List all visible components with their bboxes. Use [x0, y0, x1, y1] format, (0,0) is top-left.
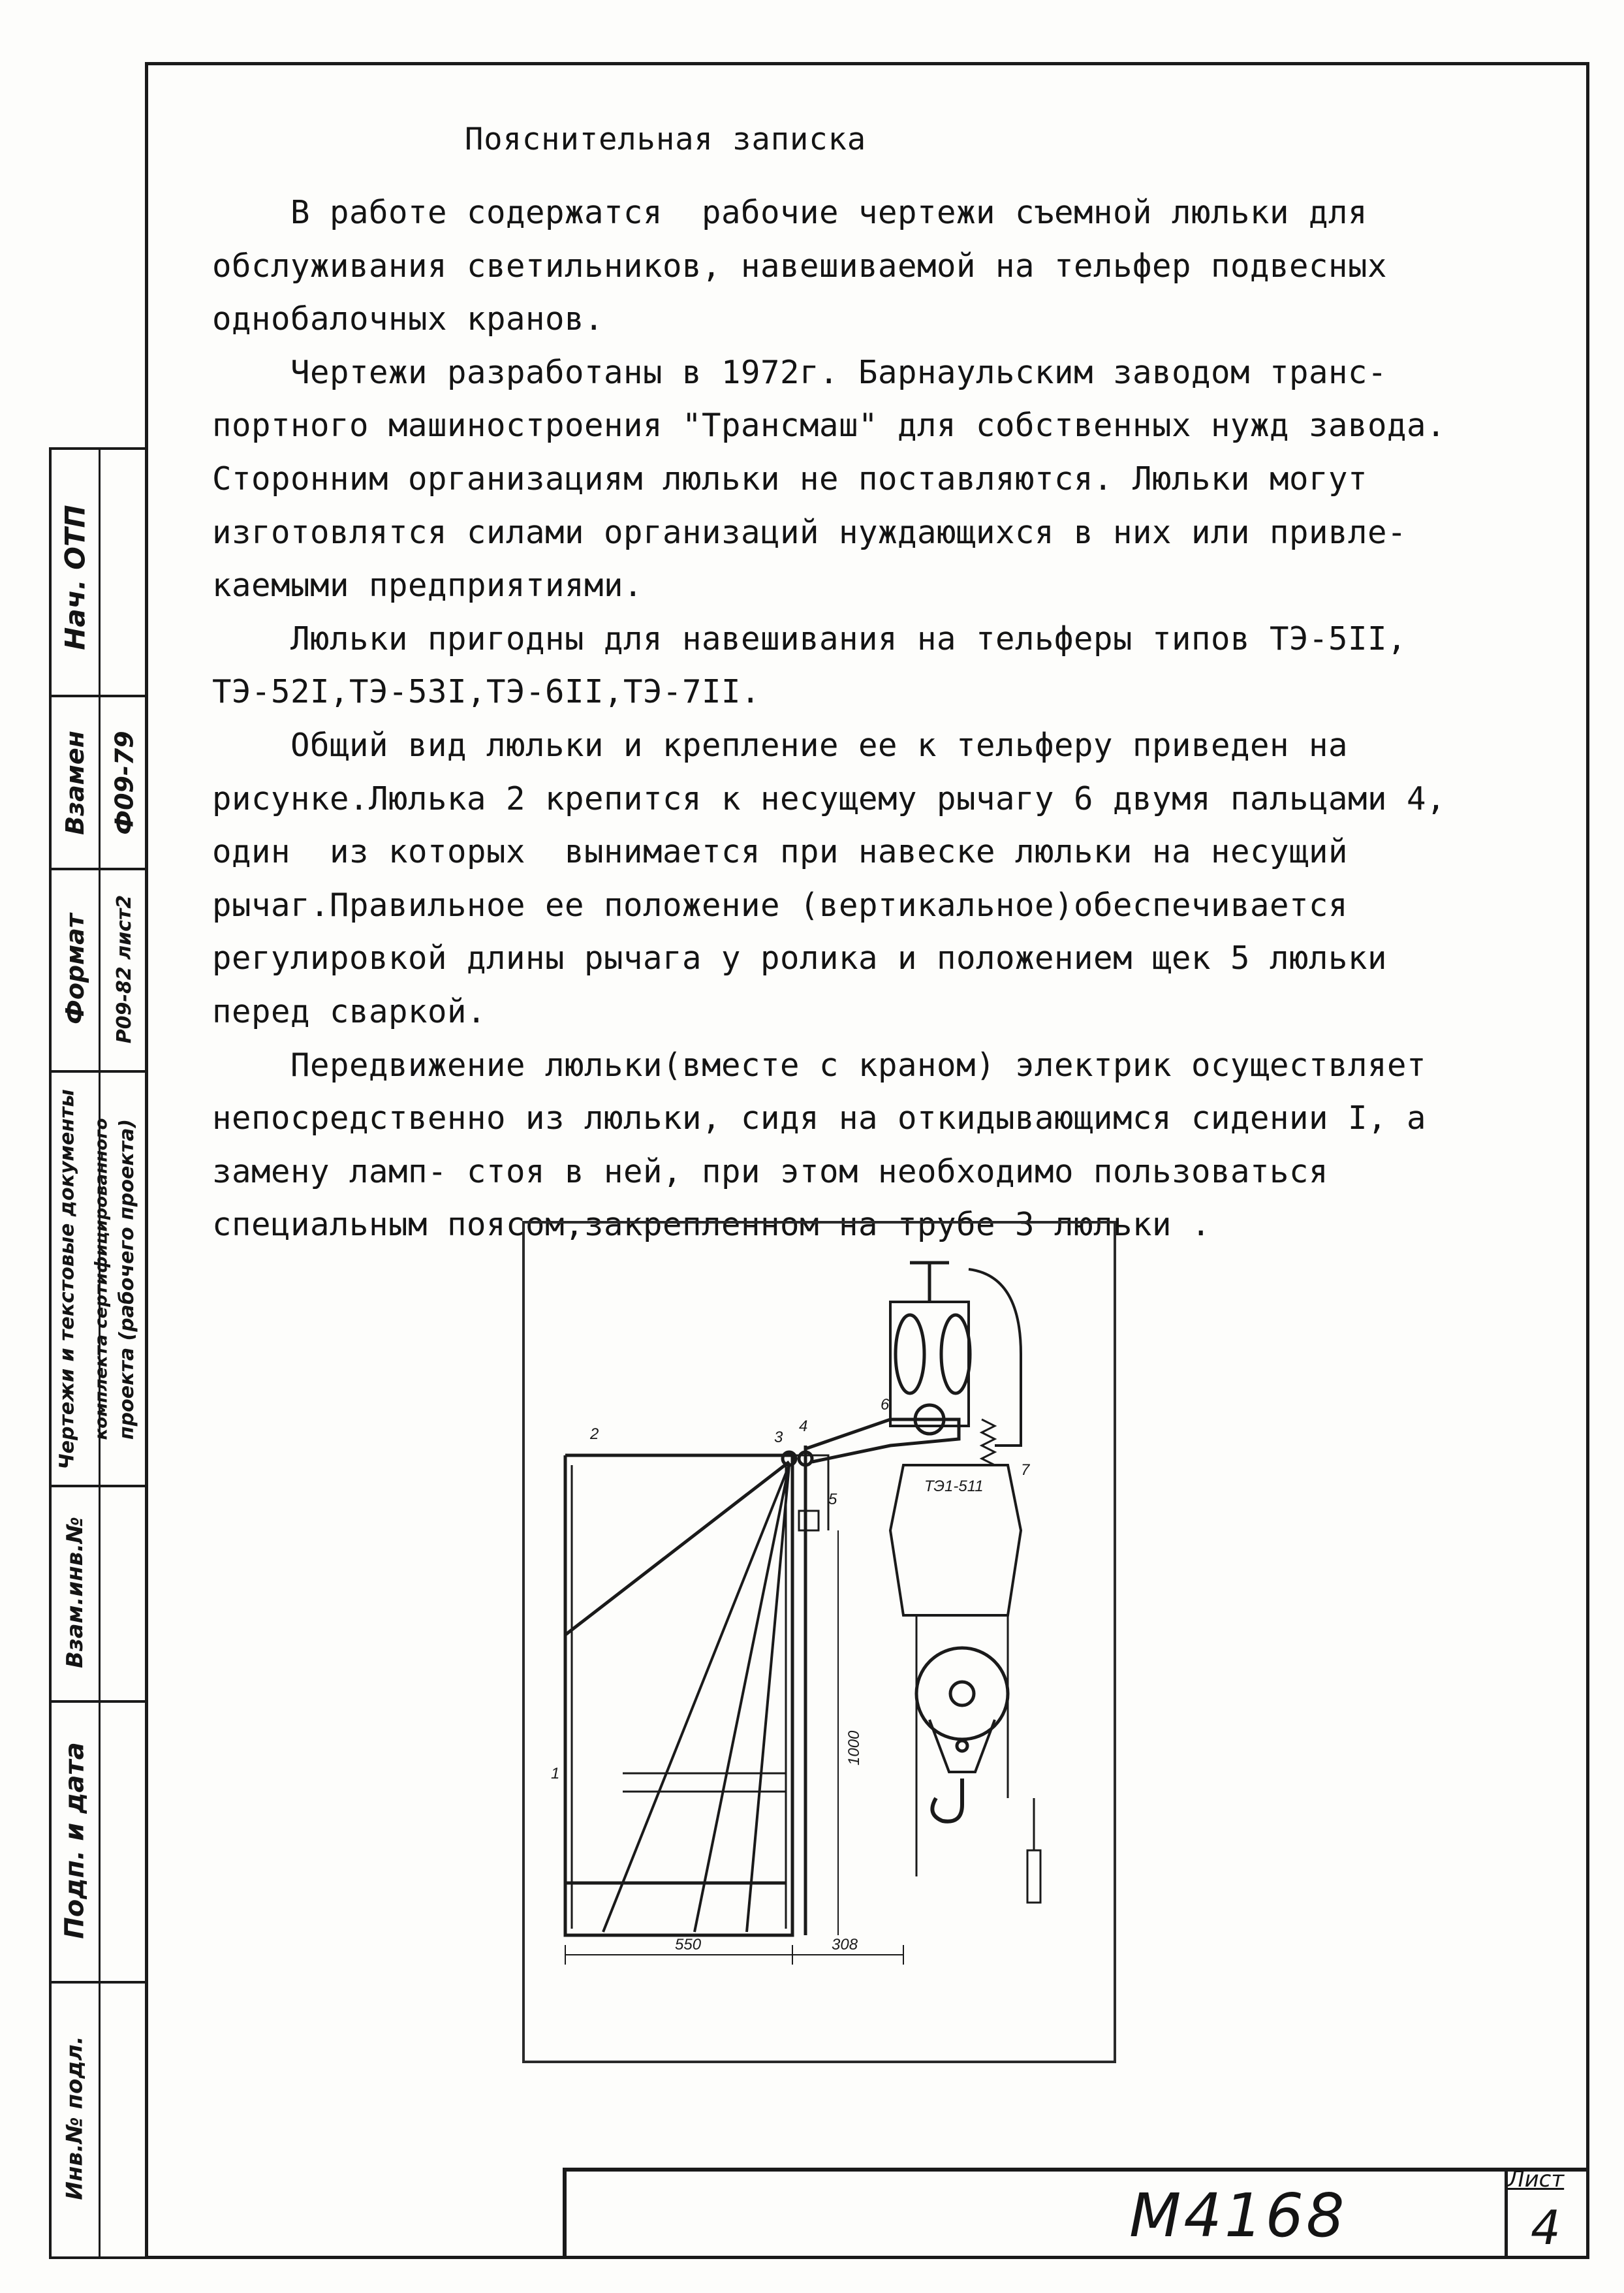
stamp-vzam-inv: Взам.инв.№ — [62, 1517, 89, 1668]
stamp-format-value: Р09-82 лист2 — [113, 894, 136, 1043]
stamp-format: Формат — [61, 913, 90, 1024]
text-line: обслуживания светильников, навешиваемой на тельфер подвесных — [212, 247, 1388, 285]
text-line: Люльки пригодны для навешивания на тельферы типов ТЭ-5II, — [212, 620, 1407, 657]
stamp-rule — [52, 1700, 146, 1703]
cradle-drawing — [522, 1221, 1116, 2063]
page-title: Пояснительная записка — [465, 121, 867, 157]
stamp-rule — [52, 868, 146, 870]
stamp-vzamen: Взамен — [61, 731, 89, 835]
label-dim-width-1: 550 — [675, 1936, 702, 1953]
label-dim-height: 1000 — [845, 1730, 863, 1765]
stamp-docs-line3: проекта (рабочего проекта) — [116, 1118, 139, 1440]
text-line: Передвижение люльки(вместе с краном) электрик осуществляет — [212, 1046, 1427, 1084]
text-line: один из которых вынимается при навеске люльки на несущий — [212, 833, 1349, 871]
label-hoist-model: ТЭ1-511 — [924, 1478, 984, 1495]
text-line: рисунке.Люлька 2 крепится к несущему рычагу 6 двумя пальцами 4, — [212, 780, 1446, 817]
sheet-label: Лист — [1508, 2166, 1565, 2192]
stamp-rule — [52, 1485, 146, 1487]
text-line: замену ламп- стоя в ней, при этом необходимо пользоваться — [212, 1152, 1329, 1190]
explanatory-text — [212, 186, 1524, 1252]
label-dim-width-2: 308 — [832, 1936, 858, 1953]
text-line: перед сваркой. — [212, 992, 487, 1030]
cradle-drawing-svg — [525, 1224, 1114, 2061]
document-number: М4168 — [1129, 2181, 1347, 2251]
text-line: специальным поясом,закрепленном на трубе 3 люльки . — [212, 1206, 1211, 1244]
label-cheek-5: 5 — [828, 1491, 837, 1508]
text-line: однобалочных кранов. — [212, 300, 604, 338]
stamp-docs-line1: Чертежи и текстовые документы — [55, 1088, 79, 1470]
label-pin-4: 4 — [799, 1417, 808, 1435]
text-line: ТЭ-52I,ТЭ-53I,ТЭ-6II,ТЭ-7II. — [212, 673, 761, 711]
stamp-podp-data: Подп. и дата — [60, 1742, 91, 1939]
label-7: 7 — [1021, 1461, 1030, 1479]
stamp-rule — [52, 1981, 146, 1984]
sheet-number: 4 — [1531, 2200, 1561, 2255]
stamp-nach-otp: Нач. ОТП — [59, 504, 91, 650]
text-line: регулировкой длины рычага у ролика и положением щек 5 люльки — [212, 940, 1388, 977]
text-line: рычаг.Правильное ее положение (вертикальное)обеспечивается — [212, 886, 1349, 924]
text-line: Чертежи разработаны в 1972г. Барнаульским заводом транс- — [212, 353, 1388, 391]
stamp-rule — [52, 1070, 146, 1073]
label-seat-1: 1 — [551, 1765, 560, 1782]
label-pipe-3: 3 — [774, 1429, 783, 1446]
label-lever-6: 6 — [881, 1396, 890, 1414]
stamp-docs-line2: комплекта сертифицированного — [91, 1118, 111, 1440]
text-line: портного машиностроения "Трансмаш" для собственных нужд завода. — [212, 407, 1446, 445]
text-line: каемыми предприятиями. — [212, 567, 644, 605]
stamp-vzamen-value: Ф09-79 — [110, 731, 139, 835]
cradle-frame — [565, 1455, 792, 1935]
label-cradle-2: 2 — [590, 1425, 599, 1443]
side-stamp — [49, 447, 148, 2259]
text-line: изготовлятся силами организаций нуждающихся в них или привле- — [212, 513, 1407, 551]
text-line: Сторонним организациям люльки не поставляются. Люльки могут — [212, 460, 1368, 498]
text-line: В работе содержатся рабочие чертежи съемной люльки для — [212, 194, 1368, 231]
text-line: непосредственно из люльки, сидя на откидывающимся сидении I, а — [212, 1099, 1427, 1137]
text-line: Общий вид люльки и крепление ее к тельферу приведен на — [212, 726, 1349, 764]
bottom-title-block — [563, 2168, 1587, 2259]
stamp-inv-podl: Инв.№ подл. — [62, 2036, 88, 2200]
stamp-rule — [52, 695, 146, 697]
